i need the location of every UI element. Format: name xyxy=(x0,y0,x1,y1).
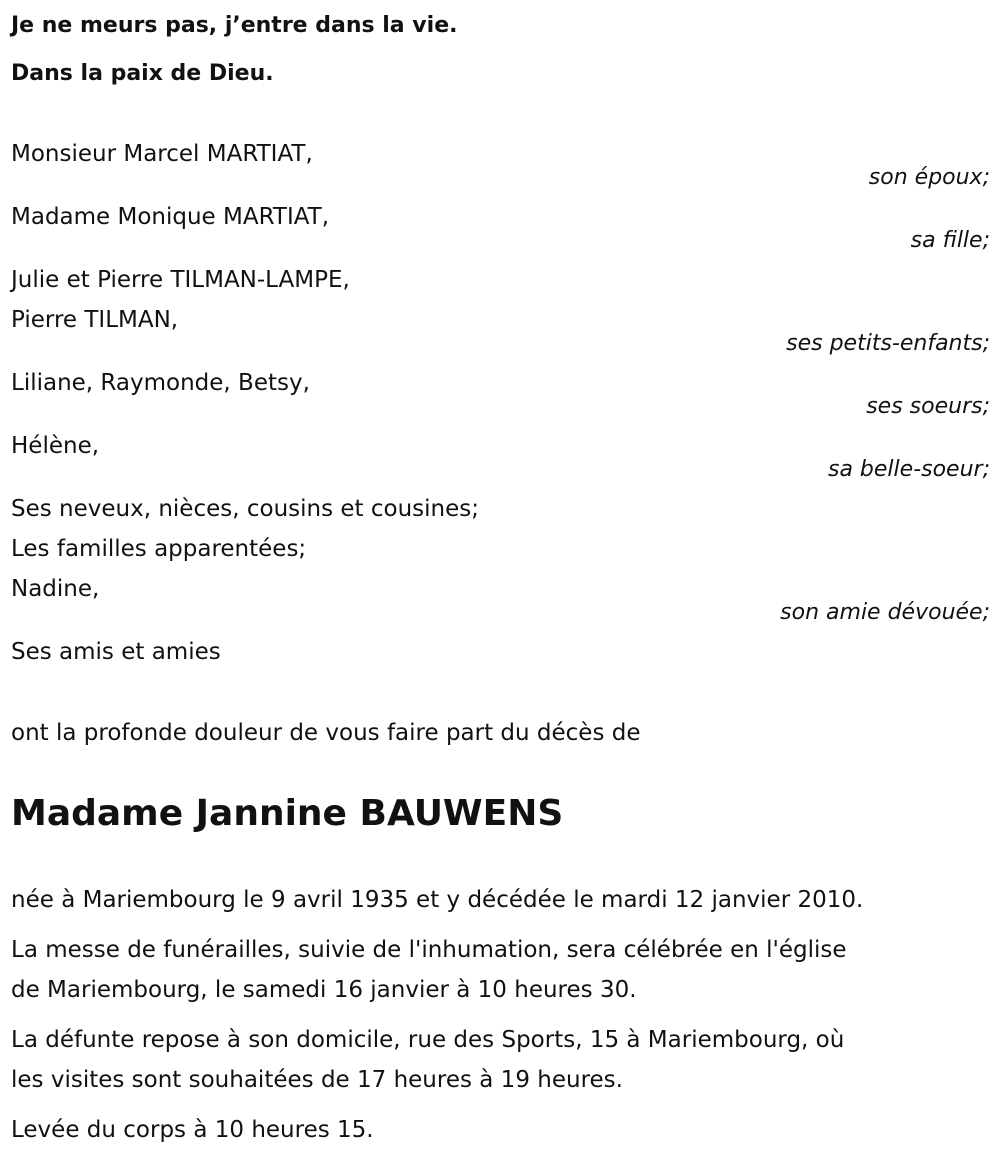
mass-details-line-1: La messe de funérailles, suivie de l'inhumation, sera célébrée en l'église xyxy=(11,937,847,963)
mass-details-line-2: de Mariembourg, le samedi 16 janvier à 10 heures 30. xyxy=(11,977,637,1003)
family-member-sisters: Liliane, Raymonde, Betsy, xyxy=(11,370,310,396)
role-sisters: ses soeurs; xyxy=(866,394,990,419)
role-daughter: sa fille; xyxy=(910,228,990,253)
resting-details-line-1: La défunte repose à son domicile, rue des Sports, 15 à Mariembourg, où xyxy=(11,1027,845,1053)
birth-death-details: née à Mariembourg le 9 avril 1935 et y décédée le mardi 12 janvier 2010. xyxy=(11,887,864,913)
levee-details: Levée du corps à 10 heures 15. xyxy=(11,1117,374,1143)
role-spouse: son époux; xyxy=(868,165,990,190)
family-member-marcel: Monsieur Marcel MARTIAT, xyxy=(11,141,313,167)
announcement-text: ont la profonde douleur de vous faire part du décès de xyxy=(11,720,641,746)
family-member-monique: Madame Monique MARTIAT, xyxy=(11,204,330,230)
motto-line-1: Je ne meurs pas, j’entre dans la vie. xyxy=(11,13,458,38)
family-member-nadine: Nadine, xyxy=(11,576,100,602)
deceased-name: Madame Jannine BAUWENS xyxy=(11,793,564,834)
family-friends: Ses amis et amies xyxy=(11,639,221,665)
resting-details-line-2: les visites sont souhaitées de 17 heures à 19 heures. xyxy=(11,1067,623,1093)
role-grandchildren: ses petits-enfants; xyxy=(786,331,990,356)
motto-line-2: Dans la paix de Dieu. xyxy=(11,61,274,86)
family-member-pierre: Pierre TILMAN, xyxy=(11,307,179,333)
family-cousins: Ses neveux, nièces, cousins et cousines; xyxy=(11,496,480,522)
role-sister-in-law: sa belle-soeur; xyxy=(828,457,990,482)
family-member-helene: Hélène, xyxy=(11,433,100,459)
family-related-families: Les familles apparentées; xyxy=(11,536,307,562)
family-member-julie-pierre: Julie et Pierre TILMAN-LAMPE, xyxy=(11,267,350,293)
role-devoted-friend: son amie dévouée; xyxy=(780,600,990,625)
